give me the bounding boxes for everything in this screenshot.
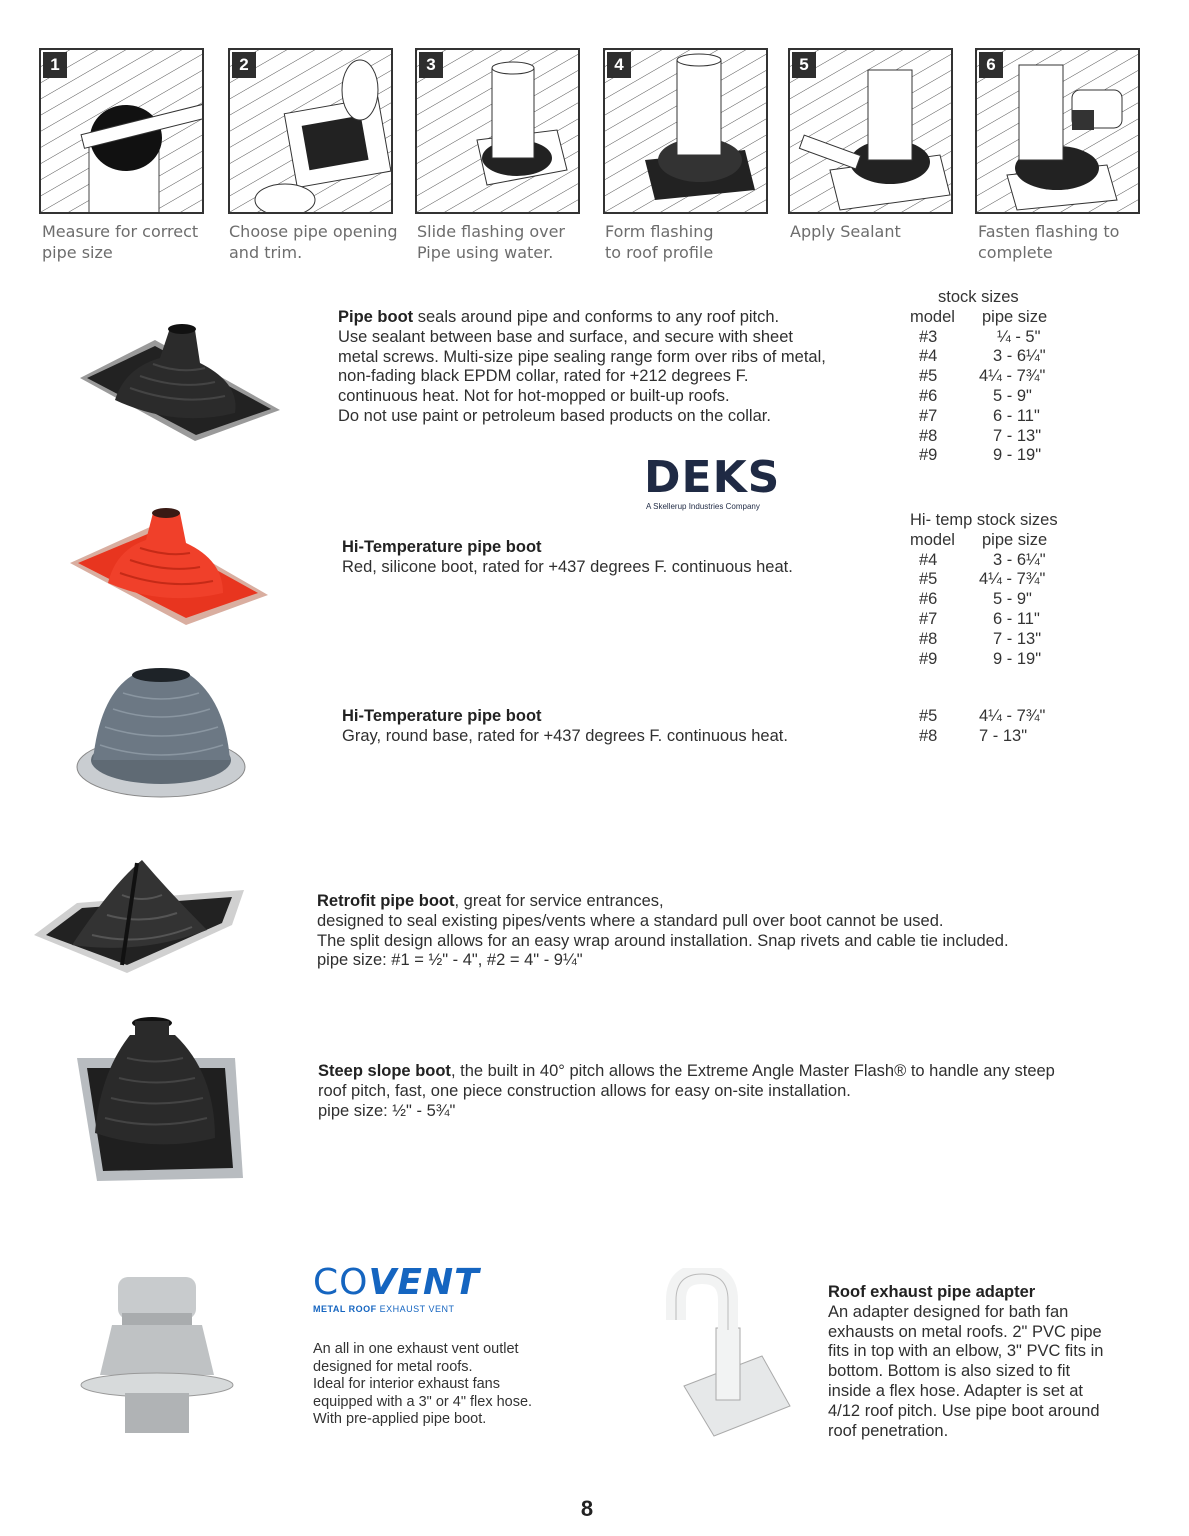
covent-vent-image — [80, 1275, 235, 1435]
hitemp-gray-sizes — [910, 707, 1080, 747]
steep-slope-boot-image — [75, 1013, 245, 1183]
roof-adapter-title: Roof exhaust pipe adapter — [828, 1283, 1036, 1301]
hitemp-red-description: Hi-Temperature pipe boot Red, silicone boot, rated for +437 degrees F. continuous heat. — [342, 538, 793, 576]
hitemp-sizes-title: Hi- temp stock sizes — [910, 511, 1058, 529]
step-panel-5 — [788, 48, 953, 214]
step-number: 5 — [792, 52, 816, 78]
table-row: #5 4¼ - 7¾" — [919, 570, 1046, 589]
black-pipe-boot-image — [75, 318, 285, 443]
step-number: 4 — [607, 52, 631, 78]
table-row: #6 5 - 9" — [919, 590, 1032, 609]
table-row: #9 9 - 19" — [919, 446, 1042, 465]
step-number: 6 — [979, 52, 1003, 78]
table-row: #4 3 - 6¼" — [919, 347, 1046, 366]
hitemp-sizes-table: Hi- temp stock sizes model pipe size #4 3 - 6¼" #5 4¼ - 7¾" #6 5 - 9" #7 6 - 11" #8 7 - 13" #9 9 - 19" — [910, 511, 1080, 669]
roof-adapter-description: Roof exhaust pipe adapter An adapter designed for bath fan exhausts on metal roofs. 2" PVC pipe fits in top with an elbow, 3" PVC fits in bottom. Bottom is also sized to fit inside a flex hose. Adapter is set at 4/12 roof pitch. Use pipe boot around roof penetration. — [828, 1283, 1104, 1440]
step-number: 2 — [232, 52, 256, 78]
step-caption-2: Choose pipe opening and trim. — [229, 222, 398, 262]
step-caption-1: Measure for correct pipe size — [42, 222, 199, 262]
pipe-boot-description: Pipe boot seals around pipe and conforms to any roof pitch. Use sealant between base and surface, and secure with sheet metal screws. Multi-size pipe sealing range form over ribs of metal, non-fading black EPDM collar, rated for +212 degrees F. continuous heat. Not for hot-mopped or built-up roofs. Do not use paint or petroleum based products on the collar. — [338, 308, 826, 425]
table-row: #8 7 - 13" — [919, 726, 1028, 745]
hitemp-gray-title: Hi-Temperature pipe boot — [342, 707, 542, 725]
table-row: #6 5 - 9" — [919, 386, 1032, 405]
deks-logo — [644, 452, 796, 511]
steep-slope-title: Steep slope boot — [318, 1062, 451, 1080]
table-row: #8 7 - 13" — [919, 629, 1042, 648]
table-row: #5 4¼ - 7¾" — [919, 707, 1046, 725]
step-panel-1 — [39, 48, 204, 214]
retrofit-pipe-boot-image — [32, 855, 247, 975]
retrofit-title: Retrofit pipe boot — [317, 892, 455, 910]
covent-description: An all in one exhaust vent outlet designed for metal roofs. Ideal for interior exhaust fans equipped with a 3" or 4" flex hose. With pre-applied pipe boot. — [313, 1341, 533, 1428]
gray-pipe-boot-image — [75, 665, 247, 800]
hitemp-red-title: Hi-Temperature pipe boot — [342, 538, 542, 556]
table-row: #7 6 - 11" — [919, 609, 1040, 628]
red-pipe-boot-image — [68, 505, 273, 627]
roof-exhaust-adapter-image — [662, 1268, 792, 1438]
steep-slope-description: Steep slope boot, the built in 40° pitch allows the Extreme Angle Master Flash® to handle any steep roof pitch, fast, one piece construction allows for easy on-site installation. pipe size: ½" - 5¾" — [318, 1062, 1055, 1120]
retrofit-description: Retrofit pipe boot, great for service entrances, designed to seal existing pipes/vents where a standard pull over boot cannot be used. The split design allows for an easy wrap around installation. Snap rivets and cable tie included. pipe size: #1 = ½" - 4", #2 = 4" - 9¼" — [317, 892, 1009, 970]
deks-tagline: A Skellerup Industries Company — [646, 502, 760, 511]
table-row: #8 7 - 13" — [919, 426, 1042, 445]
table-row: #9 9 - 19" — [919, 649, 1042, 668]
step-caption-4: Form flashing to roof profile — [605, 222, 714, 262]
table-row: #3 ¼ - 5" — [919, 327, 1041, 346]
table-row: #4 3 - 6¼" — [919, 550, 1046, 569]
stock-sizes-table: stock sizes model pipe size #3 ¼ - 5" #4 3 - 6¼" #5 4¼ - 7¾" #6 5 - 9" #7 6 - 11" #8 7 - 13" #9 9 - 19" — [910, 288, 1080, 466]
hitemp-gray-description: Hi-Temperature pipe boot Gray, round base, rated for +437 degrees F. continuous heat. — [342, 707, 788, 745]
pipe-boot-title: Pipe boot — [338, 308, 414, 326]
step-panel-2 — [228, 48, 393, 214]
stock-sizes-title: stock sizes — [938, 288, 1019, 306]
table-row: #7 6 - 11" — [919, 406, 1040, 425]
covent-logo — [313, 1264, 513, 1314]
step-panel-6 — [975, 48, 1140, 214]
table-row: #5 4¼ - 7¾" — [919, 367, 1046, 386]
covent-wordmark: COVENT — [313, 1262, 480, 1303]
step-number: 3 — [419, 52, 443, 78]
step-caption-5: Apply Sealant — [790, 222, 901, 241]
page-number: 8 — [580, 1496, 594, 1521]
step-panel-3 — [415, 48, 580, 214]
deks-wordmark: DEKS — [644, 452, 781, 503]
step-number: 1 — [43, 52, 67, 78]
step-caption-6: Fasten flashing to complete — [978, 222, 1120, 262]
step-caption-3: Slide flashing over Pipe using water. — [417, 222, 565, 262]
covent-tagline: METAL ROOF EXHAUST VENT — [313, 1304, 455, 1314]
step-panel-4 — [603, 48, 768, 214]
